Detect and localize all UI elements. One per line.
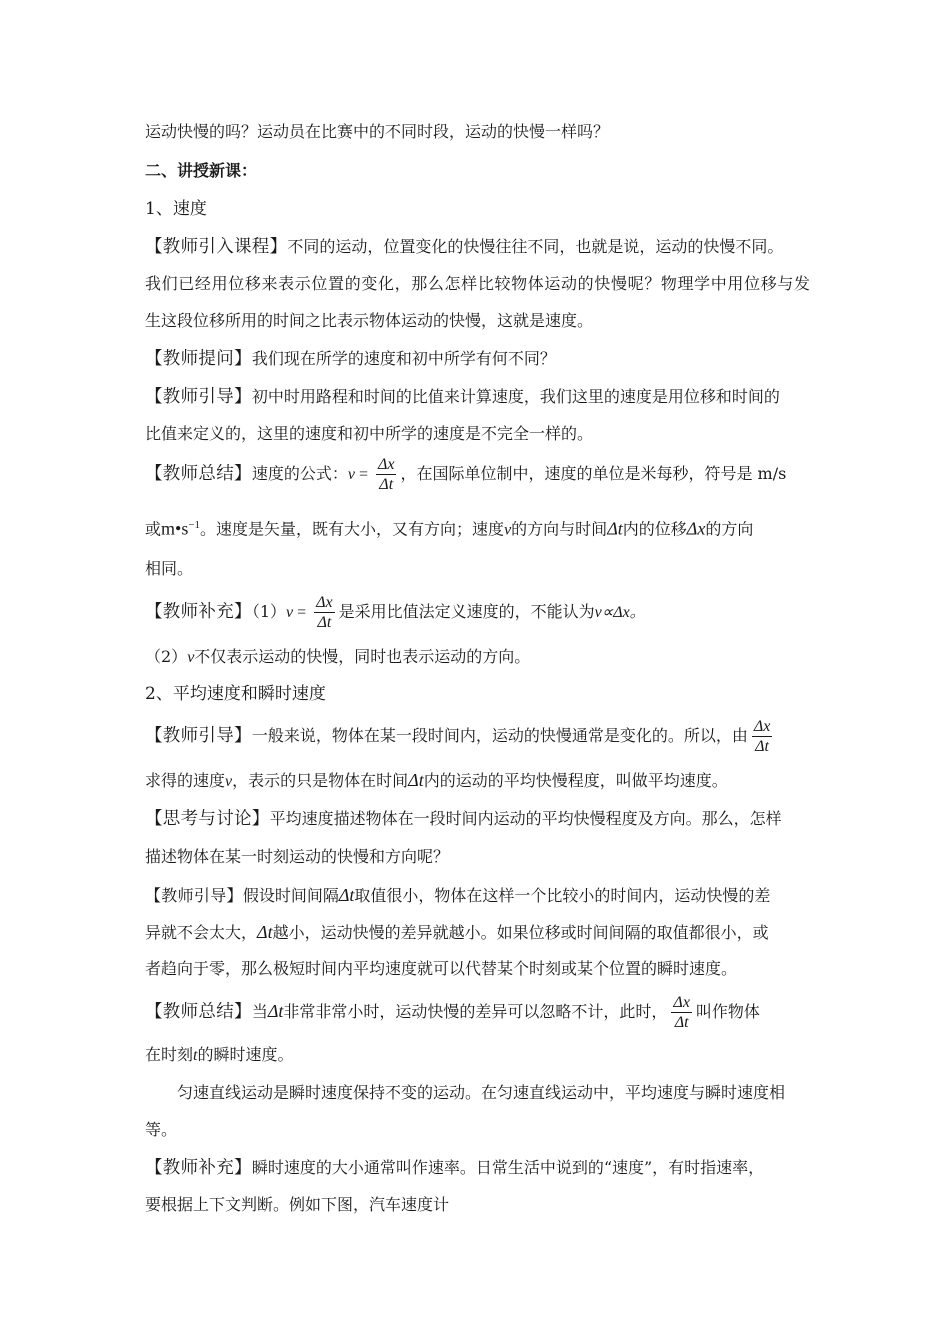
fraction-denominator: Δt xyxy=(674,1014,689,1031)
velocity-symbol: v xyxy=(347,466,355,483)
section-heading: 二、讲授新课： xyxy=(145,161,258,180)
formula-line xyxy=(145,452,810,497)
paragraph-line xyxy=(145,1044,810,1067)
equals-sign: = xyxy=(354,466,372,483)
formula-line xyxy=(145,590,810,635)
delta-t: Δt xyxy=(338,885,355,905)
proportion-expression: v∝Δx。 xyxy=(594,604,646,621)
paragraph-line: 生这段位移所用的时间之比表示物体运动的快慢，这就是速度。 xyxy=(145,311,594,330)
fraction xyxy=(752,717,773,756)
delta-x: Δx xyxy=(686,518,706,539)
velocity-symbol: v xyxy=(225,773,233,790)
text: 初中时用路程和时间的比值来计算速度，我们这里的速度是用位移和时间的 xyxy=(251,387,780,406)
text: 平均速度描述物体在一段时间内运动的平均快慢程度及方向。那么，怎样 xyxy=(269,809,782,828)
delta-t: Δt xyxy=(607,518,623,539)
teacher-tag: 【教师补充】 xyxy=(145,1158,252,1178)
paragraph-line: 要根据上下文判断。例如下图，汽车速度计 xyxy=(145,1195,450,1214)
paragraph-line xyxy=(145,514,810,541)
paragraph-line xyxy=(145,1157,810,1179)
time-symbol: t xyxy=(193,1047,198,1064)
text: 取值很小，物体在这样一个比较小的时间内，运动快慢的差 xyxy=(354,886,771,905)
formula-line xyxy=(145,989,810,1034)
text: 的方向 xyxy=(705,519,754,539)
subsection-heading: 2、平均速度和瞬时速度 xyxy=(145,684,326,704)
teacher-tag: 【教师引导】 xyxy=(145,387,252,407)
text: 异就不会太大， xyxy=(145,923,258,942)
text: 非常非常小时，运动快慢的差异可以忽略不计，此时， xyxy=(283,1002,668,1021)
text: 当 xyxy=(251,1002,268,1021)
teacher-tag: 【教师总结】 xyxy=(145,464,252,484)
paragraph-line: 描述物体在某一时刻运动的快慢和方向呢？ xyxy=(145,847,450,866)
paragraph-line: 我们已经用位移来表示位置的变化，那么怎样比较物体运动的快慢呢？物理学中用位移与发 xyxy=(145,274,810,293)
text: 内的位移 xyxy=(622,519,687,539)
text: 在时刻 xyxy=(145,1045,194,1064)
paragraph-line xyxy=(145,236,810,258)
text: （2） xyxy=(145,647,188,666)
velocity-symbol: v xyxy=(286,604,294,621)
delta-t: Δt xyxy=(257,922,273,942)
velocity-symbol: v xyxy=(187,649,195,666)
fraction-denominator: Δt xyxy=(755,738,769,755)
formula-line xyxy=(145,714,810,758)
text: （1） xyxy=(251,602,286,621)
text: 越小，运动快慢的差异就越小。如果位移或时间间隔的取值都很小，或 xyxy=(272,923,769,942)
fraction-numerator: Δx xyxy=(673,994,690,1011)
delta-t: Δt xyxy=(408,770,424,790)
fraction-numerator: Δx xyxy=(753,718,771,735)
velocity-symbol: v xyxy=(504,521,512,539)
teacher-tag: 【思考与讨论】 xyxy=(145,809,270,829)
equals-sign: = xyxy=(293,604,311,621)
teacher-tag: 【教师引入课程】 xyxy=(145,237,288,257)
text: 内的运动的平均快慢程度，叫做平均速度。 xyxy=(423,771,728,790)
paragraph-line xyxy=(145,921,810,944)
paragraph-line: 者趋向于零，那么极短时间内平均速度就可以代替某个时刻或某个位置的瞬时速度。 xyxy=(145,959,738,978)
paragraph-line: 等。 xyxy=(145,1120,178,1139)
text: 不同的运动，位置变化的快慢往往不同，也就是说，运动的快慢不同。 xyxy=(287,237,784,256)
text: 。速度是矢量，既有大小，又有方向；速度 xyxy=(200,519,505,539)
unit: m•s xyxy=(161,518,189,539)
fraction xyxy=(671,993,692,1032)
fraction-denominator: Δt xyxy=(379,476,394,493)
unit-exponent: −1 xyxy=(188,519,201,531)
text: 的瞬时速度。 xyxy=(197,1045,294,1064)
text: 是采用比值法定义速度的，不能认为 xyxy=(338,602,595,621)
paragraph-line: 相同。 xyxy=(145,559,194,578)
text: 叫作物体 xyxy=(695,1002,760,1021)
text: 我们现在所学的速度和初中所学有何不同？ xyxy=(251,349,556,368)
text: 一般来说，物体在某一段时间内，运动的快慢通常是变化的。所以，由 xyxy=(251,726,748,745)
delta-t: Δt xyxy=(267,1001,284,1021)
paragraph-line: 比值来定义的，这里的速度和初中所学的速度是不完全一样的。 xyxy=(145,424,594,443)
paragraph-line xyxy=(145,348,810,370)
paragraph-line: 运动快慢的吗？运动员在比赛中的不同时段，运动的快慢一样吗？ xyxy=(145,122,610,141)
text: 速度的公式： xyxy=(251,464,348,483)
text: 或 xyxy=(145,519,162,539)
fraction-numerator: Δx xyxy=(316,594,333,611)
subsection-heading: 1、速度 xyxy=(145,199,207,219)
fraction-denominator: Δt xyxy=(317,614,332,631)
fraction xyxy=(376,455,397,494)
paragraph-line xyxy=(145,769,810,793)
text: 假设时间间隔 xyxy=(242,886,339,905)
fraction-numerator: Δx xyxy=(377,456,395,473)
paragraph-line xyxy=(145,386,810,408)
teacher-tag: 【教师总结】 xyxy=(145,1002,252,1022)
teacher-tag: 【教师引导】 xyxy=(145,886,243,905)
text: ，表示的只是物体在时间 xyxy=(232,771,409,790)
teacher-tag: 【教师提问】 xyxy=(145,349,252,369)
text: 的方向与时间 xyxy=(511,519,608,539)
teacher-tag: 【教师引导】 xyxy=(145,726,252,746)
paragraph-line xyxy=(145,646,810,669)
paragraph-line xyxy=(145,808,810,830)
fraction xyxy=(314,593,335,632)
text: 不仅表示运动的快慢，同时也表示运动的方向。 xyxy=(194,647,531,666)
paragraph-line: 匀速直线运动是瞬时速度保持不变的运动。在匀速直线运动中，平均速度与瞬时速度相 xyxy=(177,1083,786,1102)
teacher-tag: 【教师补充】 xyxy=(145,602,252,622)
text: 瞬时速度的大小通常叫作速率。日常生活中说到的“速度”，有时指速率， xyxy=(251,1158,765,1177)
text: ，在国际单位制中，速度的单位是米每秒，符号是 m/s xyxy=(400,464,787,483)
paragraph-line xyxy=(145,884,810,907)
text: 求得的速度 xyxy=(145,771,226,790)
